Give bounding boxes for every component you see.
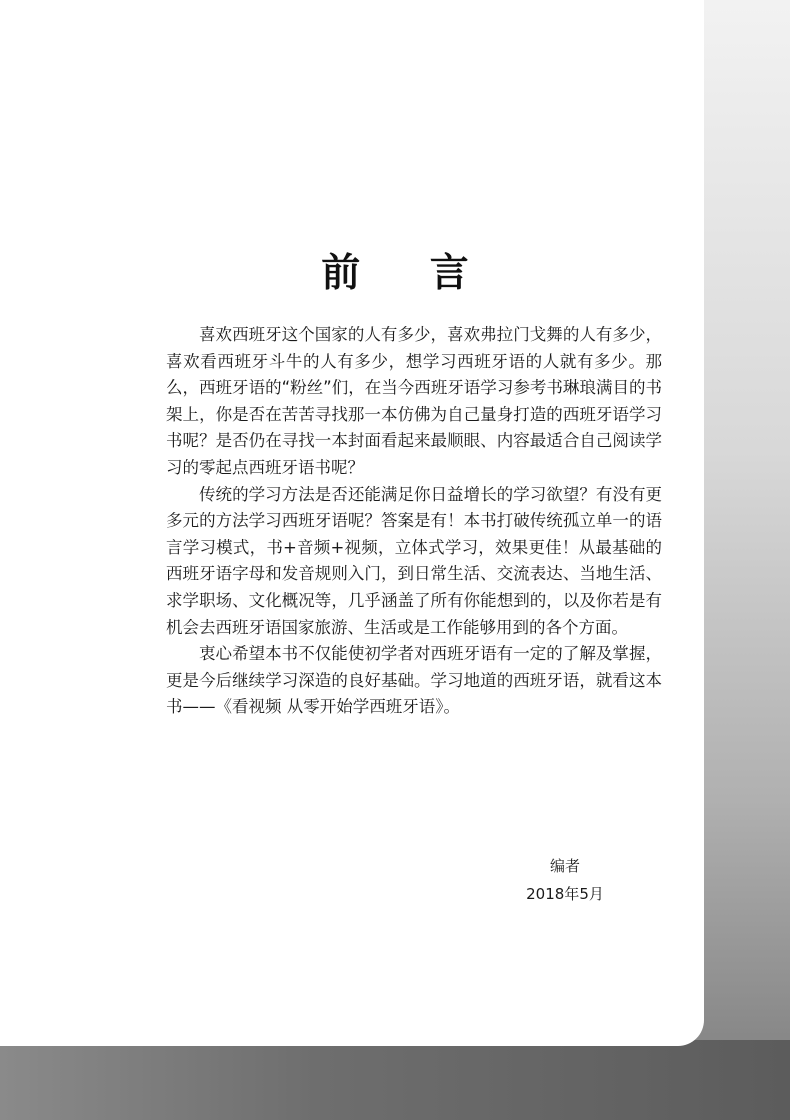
paragraph-3: 衷心希望本书不仅能使初学者对西班牙语有一定的了解及掌握，更是今后继续学习深造的良好基础。学习地道的西班牙语，就看这本书——《看视频 从零开始学西班牙语》。 [166,644,662,717]
preface-body [166,322,662,721]
paragraph-1: 喜欢西班牙这个国家的人有多少，喜欢弗拉门戈舞的人有多少，喜欢看西班牙斗牛的人有多少，想学习西班牙语的人就有多少。那么，西班牙语的“粉丝”们，在当今西班牙语学习参考书琳琅满目的书架上，你是否在苦苦寻找那一本仿佛为自己量身打造的西班牙语学习书呢？是否仍在寻找一本封面看起来最顺眼、内容最适合自己阅读学习的零起点西班牙语书呢？ [166,325,662,477]
page-title: 前 言 [321,251,497,297]
date-signature: 2018年5月 [526,885,604,903]
bottom-gray-band [0,1040,790,1120]
author-signature: 编者 [549,857,580,875]
signature-block [500,852,630,908]
paragraph-2: 传统的学习方法是否还能满足你日益增长的学习欲望？有没有更多元的方法学习西班牙语呢？答案是有！本书打破传统孤立单一的语言学习模式，书+音频+视频，立体式学习，效果更佳！从最基础的西班牙语字母和发音规则入门，到日常生活、交流表达、当地生活、求学职场、文化概况等，几乎涵盖了所有你能想到的，以及你若是有机会去西班牙语国家旅游、生活或是工作能够用到的各个方面。 [166,484,662,637]
